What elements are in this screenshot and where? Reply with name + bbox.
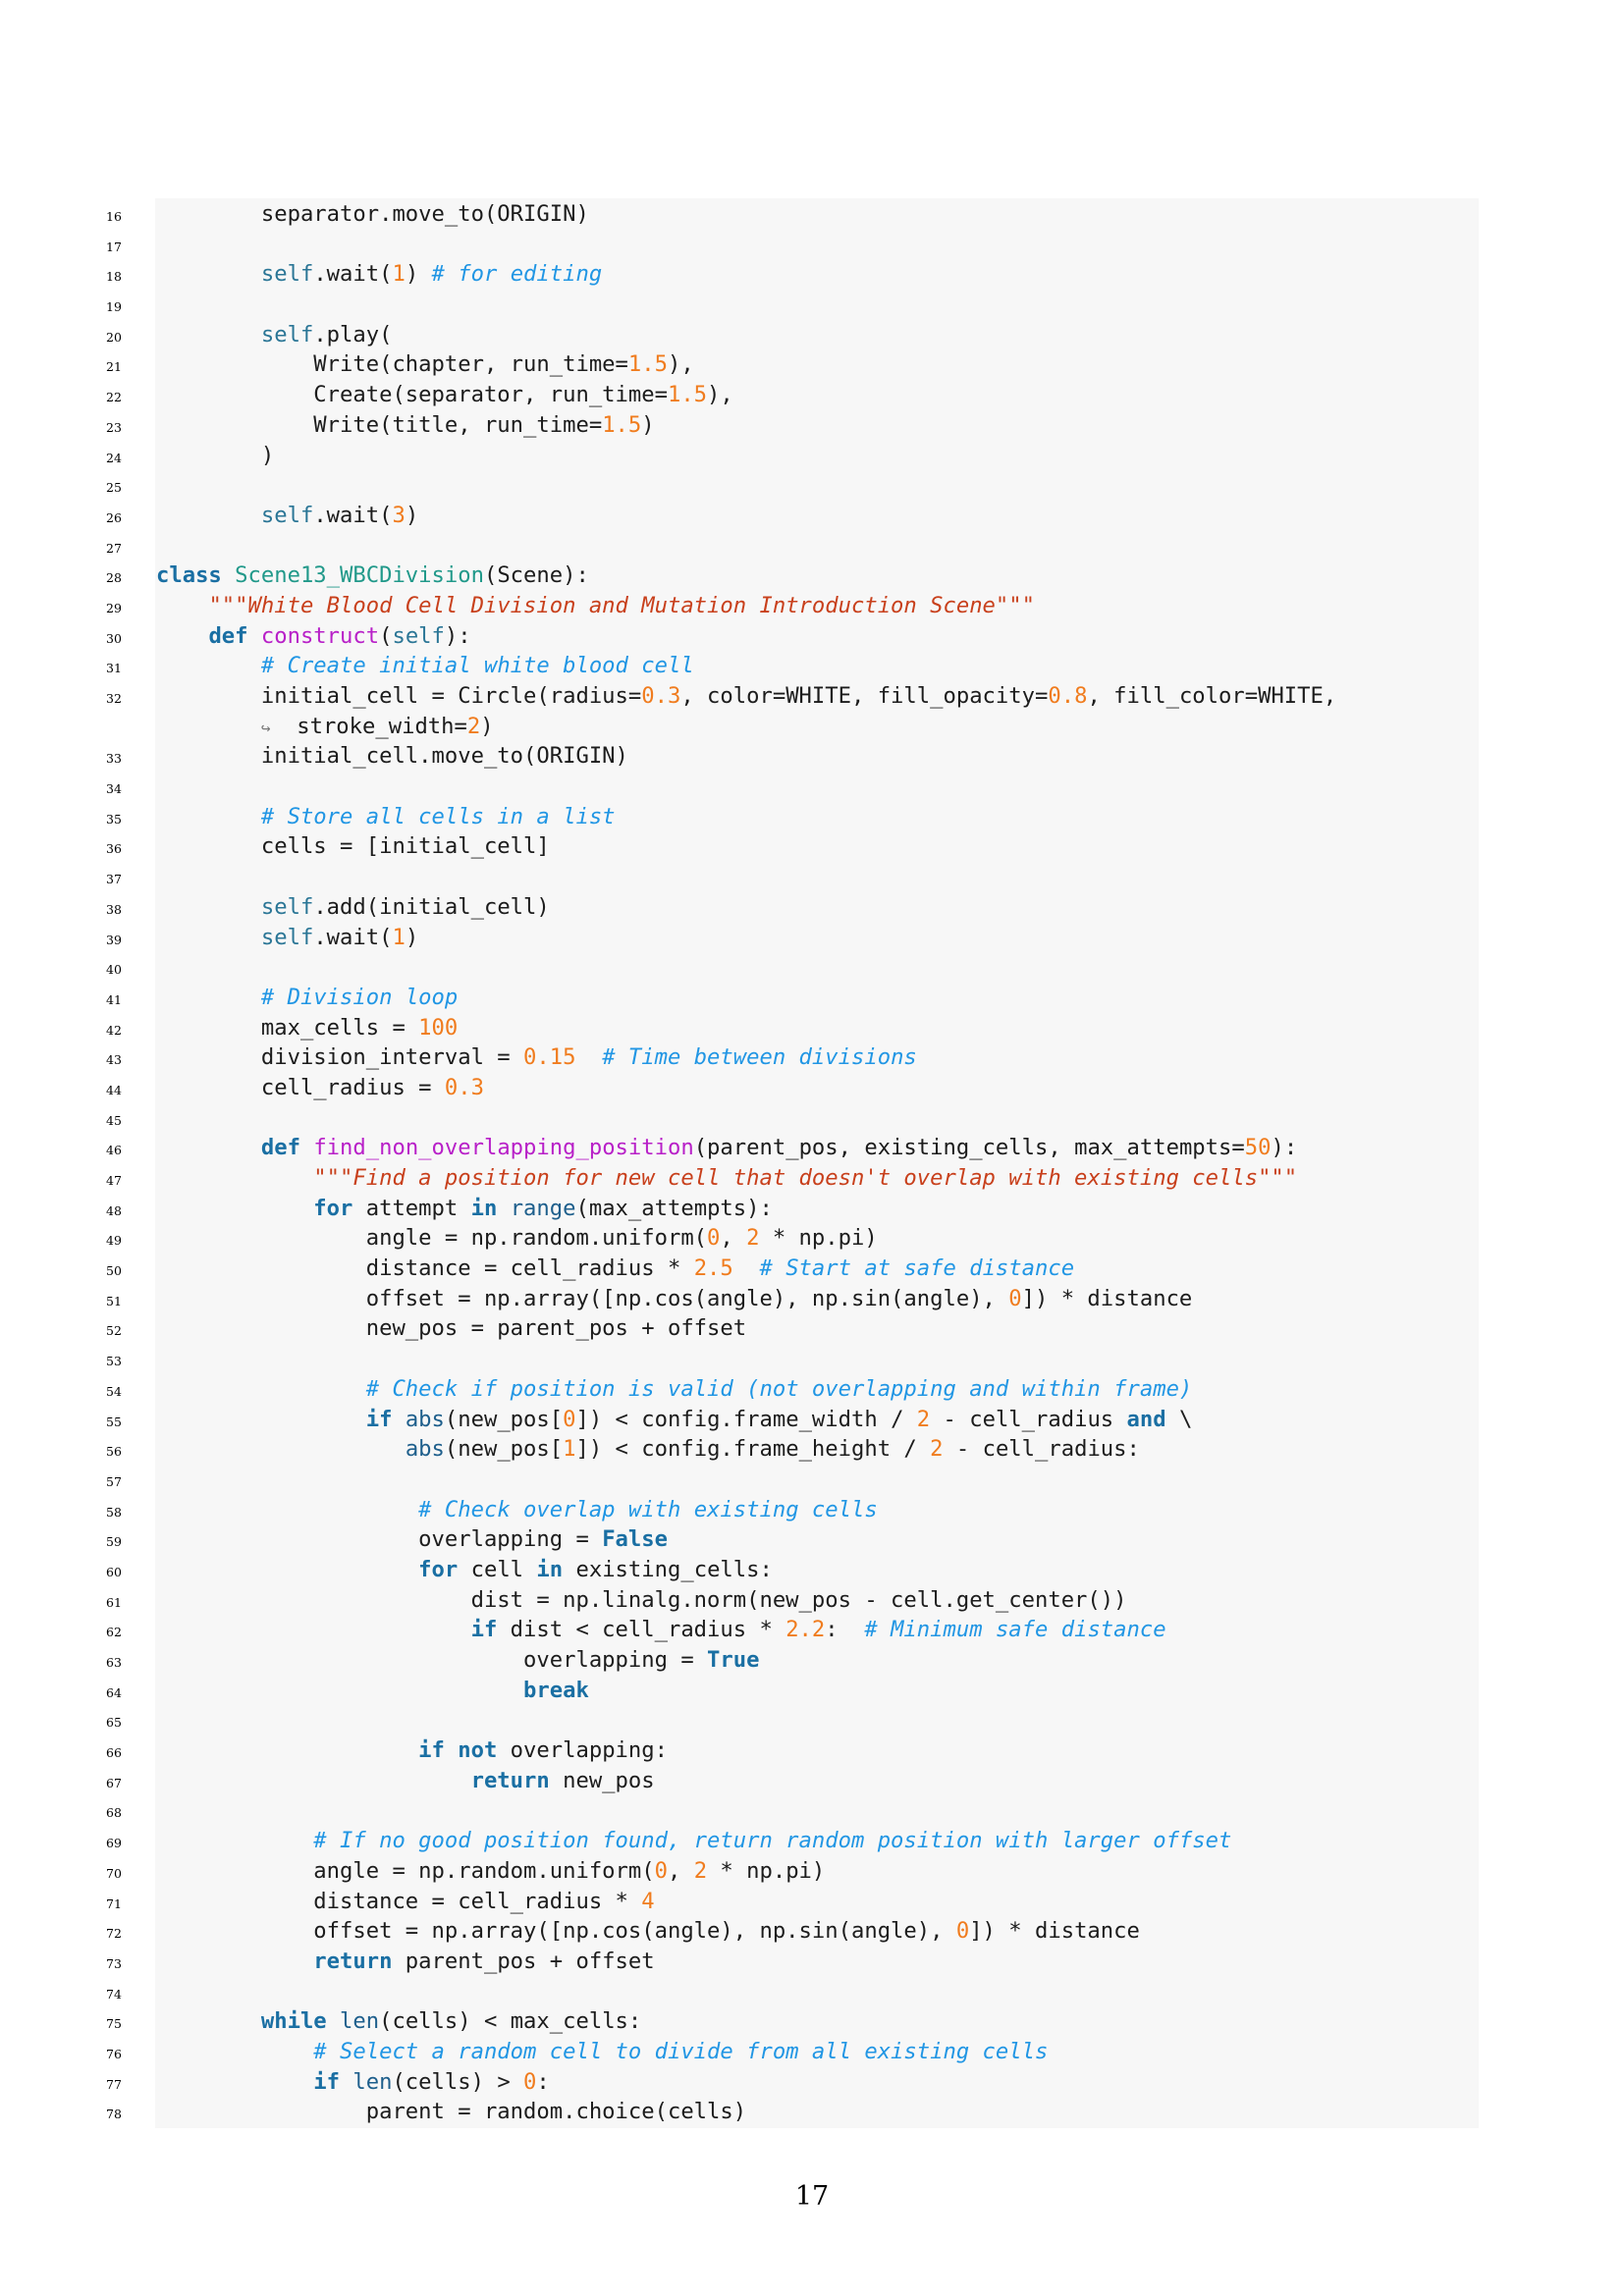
line-number: 41 <box>106 991 122 1007</box>
line-number: 55 <box>106 1414 122 1429</box>
code-text: # Check if position is valid (not overlapping and within frame) <box>365 1375 1193 1402</box>
line-number: 77 <box>106 2076 122 2092</box>
code-text: """White Blood Cell Division and Mutation Introduction Scene""" <box>208 592 1035 618</box>
code-line <box>0 681 1624 712</box>
code-line <box>0 1524 1624 1555</box>
code-line <box>0 2097 1624 2127</box>
code-line <box>0 1555 1624 1585</box>
code-text: distance = cell_radius * 2.5 # Start at safe distance <box>156 1255 1075 1282</box>
line-number: 59 <box>106 1534 122 1550</box>
line-number: 23 <box>106 419 122 435</box>
code-text: angle = np.random.uniform(0, 2 * np.pi) <box>156 1225 878 1252</box>
code-line <box>0 1405 1624 1435</box>
code-text: for attempt in range(max_attempts): <box>313 1195 773 1221</box>
line-number: 78 <box>106 2107 122 2122</box>
code-text: initial_cell = Circle(radius=0.3, color=WHITE, fill_opacity=0.8, fill_color=WHITE, <box>156 683 1337 709</box>
line-number: 18 <box>106 269 122 285</box>
code-line <box>0 802 1624 832</box>
line-number: 49 <box>106 1233 122 1249</box>
code-line <box>0 1495 1624 1525</box>
code-line <box>0 831 1624 862</box>
line-number: 44 <box>106 1082 122 1097</box>
code-text: # Create initial white blood cell <box>260 653 694 679</box>
line-number: 30 <box>106 630 122 646</box>
code-line-continuation <box>0 712 1624 742</box>
line-number: 22 <box>106 390 122 405</box>
code-line <box>0 441 1624 471</box>
code-text: division_interval = 0.15 # Time between divisions <box>156 1044 917 1071</box>
line-number: 50 <box>106 1263 122 1279</box>
code-text: max_cells = 100 <box>156 1014 459 1041</box>
code-line <box>0 320 1624 350</box>
code-line <box>0 1766 1624 1796</box>
code-line <box>0 1254 1624 1284</box>
code-line <box>0 1676 1624 1706</box>
code-text: def construct(self): <box>208 622 471 649</box>
line-number: 43 <box>106 1052 122 1068</box>
code-text: distance = cell_radius * 4 <box>156 1888 655 1914</box>
line-number: 16 <box>106 209 122 224</box>
code-line <box>0 1705 1624 1735</box>
line-number: 71 <box>106 1896 122 1911</box>
code-line <box>0 1284 1624 1314</box>
line-number: 35 <box>106 811 122 827</box>
code-line <box>0 1585 1624 1616</box>
code-line <box>0 1103 1624 1134</box>
line-number: 64 <box>106 1684 122 1700</box>
line-number: 52 <box>106 1323 122 1339</box>
code-line <box>0 1163 1624 1194</box>
code-line <box>0 772 1624 802</box>
code-listing <box>0 199 1624 2127</box>
code-line <box>0 1374 1624 1405</box>
code-text: class Scene13_WBCDivision(Scene): <box>156 562 589 589</box>
code-text: Write(chapter, run_time=1.5), <box>156 351 694 378</box>
code-line <box>0 591 1624 621</box>
line-number: 56 <box>106 1444 122 1460</box>
line-number: 70 <box>106 1865 122 1881</box>
code-text: for cell in existing_cells: <box>418 1556 773 1582</box>
line-number: 29 <box>106 600 122 615</box>
code-text: ) <box>156 442 275 468</box>
code-text: # Division loop <box>260 984 459 1010</box>
code-line <box>0 410 1624 441</box>
code-line <box>0 621 1624 652</box>
line-number: 21 <box>106 359 122 375</box>
line-number: 46 <box>106 1143 122 1158</box>
line-number: 69 <box>106 1836 122 1851</box>
code-line <box>0 2006 1624 2037</box>
code-line <box>0 1615 1624 1645</box>
line-number: 34 <box>106 781 122 797</box>
line-number: 37 <box>106 872 122 887</box>
line-number: 42 <box>106 1022 122 1038</box>
code-text: # Check overlap with existing cells <box>418 1496 878 1522</box>
code-line <box>0 1042 1624 1073</box>
code-text: angle = np.random.uniform(0, 2 * np.pi) <box>156 1857 826 1884</box>
code-line <box>0 923 1624 953</box>
code-line <box>0 380 1624 410</box>
line-number: 72 <box>106 1926 122 1942</box>
code-line <box>0 1977 1624 2007</box>
line-number: 47 <box>106 1173 122 1188</box>
line-number: 73 <box>106 1955 122 1971</box>
code-line <box>0 349 1624 380</box>
line-number: 62 <box>106 1625 122 1640</box>
line-number: 51 <box>106 1293 122 1308</box>
code-line <box>0 1826 1624 1856</box>
code-text: self.wait(3) <box>260 502 419 528</box>
code-line <box>0 561 1624 591</box>
line-number: 68 <box>106 1805 122 1821</box>
line-number: 66 <box>106 1745 122 1761</box>
line-number: 54 <box>106 1383 122 1399</box>
code-text: offset = np.array([np.cos(angle), np.sin(angle), 0]) * distance <box>156 1285 1193 1311</box>
code-line <box>0 1795 1624 1826</box>
code-text: # Store all cells in a list <box>260 803 616 829</box>
line-number: 31 <box>106 661 122 676</box>
code-line <box>0 1013 1624 1043</box>
code-line <box>0 1887 1624 1917</box>
code-line <box>0 1313 1624 1344</box>
code-line <box>0 259 1624 290</box>
code-text: if abs(new_pos[0]) < config.frame_width / 2 - cell_radius and \ <box>365 1406 1193 1432</box>
line-number: 24 <box>106 450 122 465</box>
code-continuation-text: ↪ stroke_width=2) <box>260 713 494 739</box>
code-line <box>0 1947 1624 1977</box>
code-text: abs(new_pos[1]) < config.frame_height / 2 - cell_radius: <box>405 1436 1140 1463</box>
line-number: 17 <box>106 239 122 254</box>
code-text: separator.move_to(ORIGIN) <box>156 201 589 227</box>
code-text: """Find a position for new cell that doesn't overlap with existing cells""" <box>313 1165 1298 1191</box>
code-text: parent = random.choice(cells) <box>156 2099 747 2125</box>
line-number: 60 <box>106 1564 122 1579</box>
code-line <box>0 501 1624 531</box>
code-line <box>0 651 1624 681</box>
code-line <box>0 1645 1624 1676</box>
code-line <box>0 1223 1624 1254</box>
code-text: self.wait(1) # for editing <box>260 261 603 288</box>
code-line <box>0 983 1624 1013</box>
line-number: 19 <box>106 299 122 315</box>
line-number: 39 <box>106 932 122 947</box>
line-number: 20 <box>106 329 122 345</box>
code-text: cells = [initial_cell] <box>156 833 550 860</box>
code-text: overlapping = True <box>156 1647 760 1673</box>
code-text: # Select a random cell to divide from all existing cells <box>313 2038 1049 2064</box>
code-text: overlapping = False <box>156 1526 668 1553</box>
line-number: 53 <box>106 1354 122 1369</box>
code-text: return new_pos <box>470 1767 655 1793</box>
code-line <box>0 470 1624 501</box>
code-line <box>0 199 1624 230</box>
line-number: 65 <box>106 1715 122 1731</box>
line-number: 36 <box>106 841 122 857</box>
line-number: 74 <box>106 1986 122 2002</box>
code-line <box>0 1133 1624 1163</box>
code-text: # If no good position found, return random position with larger offset <box>313 1828 1232 1854</box>
line-wrap-arrow-icon: ↪ <box>260 718 271 737</box>
code-text: return parent_pos + offset <box>313 1948 655 1974</box>
code-line <box>0 1856 1624 1887</box>
code-text: if not overlapping: <box>418 1737 668 1764</box>
line-number: 25 <box>106 480 122 496</box>
line-number: 38 <box>106 901 122 917</box>
code-text: while len(cells) < max_cells: <box>260 2008 642 2035</box>
page-number: 17 <box>794 2181 830 2212</box>
code-line <box>0 1434 1624 1465</box>
code-text: Create(separator, run_time=1.5), <box>156 382 733 408</box>
code-text: new_pos = parent_pos + offset <box>156 1315 747 1342</box>
code-line <box>0 1916 1624 1947</box>
line-number: 27 <box>106 540 122 556</box>
line-number: 26 <box>106 509 122 525</box>
code-line <box>0 1194 1624 1224</box>
line-number: 76 <box>106 2046 122 2061</box>
code-line <box>0 892 1624 923</box>
code-text: dist = np.linalg.norm(new_pos - cell.get_center()) <box>156 1586 1127 1613</box>
code-text: Write(title, run_time=1.5) <box>156 411 655 438</box>
line-number: 45 <box>106 1112 122 1128</box>
code-text: if len(cells) > 0: <box>313 2068 550 2095</box>
code-line <box>0 2067 1624 2098</box>
code-line <box>0 1465 1624 1495</box>
code-text: self.play( <box>260 321 393 347</box>
code-text: def find_non_overlapping_position(parent_pos, existing_cells, max_attempts=50): <box>260 1135 1298 1161</box>
line-number: 33 <box>106 751 122 767</box>
line-number: 75 <box>106 2016 122 2032</box>
line-number: 57 <box>106 1473 122 1489</box>
code-line <box>0 531 1624 561</box>
code-text: if dist < cell_radius * 2.2: # Minimum safe distance <box>470 1617 1166 1643</box>
code-text: offset = np.array([np.cos(angle), np.sin(angle), 0]) * distance <box>156 1918 1140 1945</box>
code-line <box>0 2037 1624 2067</box>
code-text: cell_radius = 0.3 <box>156 1074 484 1100</box>
code-line <box>0 290 1624 320</box>
code-line <box>0 741 1624 772</box>
code-text: self.wait(1) <box>260 924 419 950</box>
code-line <box>0 862 1624 892</box>
code-line <box>0 1073 1624 1103</box>
line-number: 61 <box>106 1594 122 1610</box>
code-text: break <box>523 1677 589 1703</box>
line-number: 67 <box>106 1775 122 1790</box>
code-line <box>0 952 1624 983</box>
line-number: 40 <box>106 962 122 978</box>
line-number: 32 <box>106 691 122 706</box>
line-number: 58 <box>106 1504 122 1520</box>
line-number: 28 <box>106 570 122 586</box>
line-number: 63 <box>106 1655 122 1670</box>
code-text: self.add(initial_cell) <box>260 893 550 920</box>
code-line <box>0 230 1624 260</box>
line-number: 48 <box>106 1202 122 1218</box>
code-line <box>0 1344 1624 1374</box>
code-text: initial_cell.move_to(ORIGIN) <box>156 743 628 770</box>
code-line <box>0 1735 1624 1766</box>
